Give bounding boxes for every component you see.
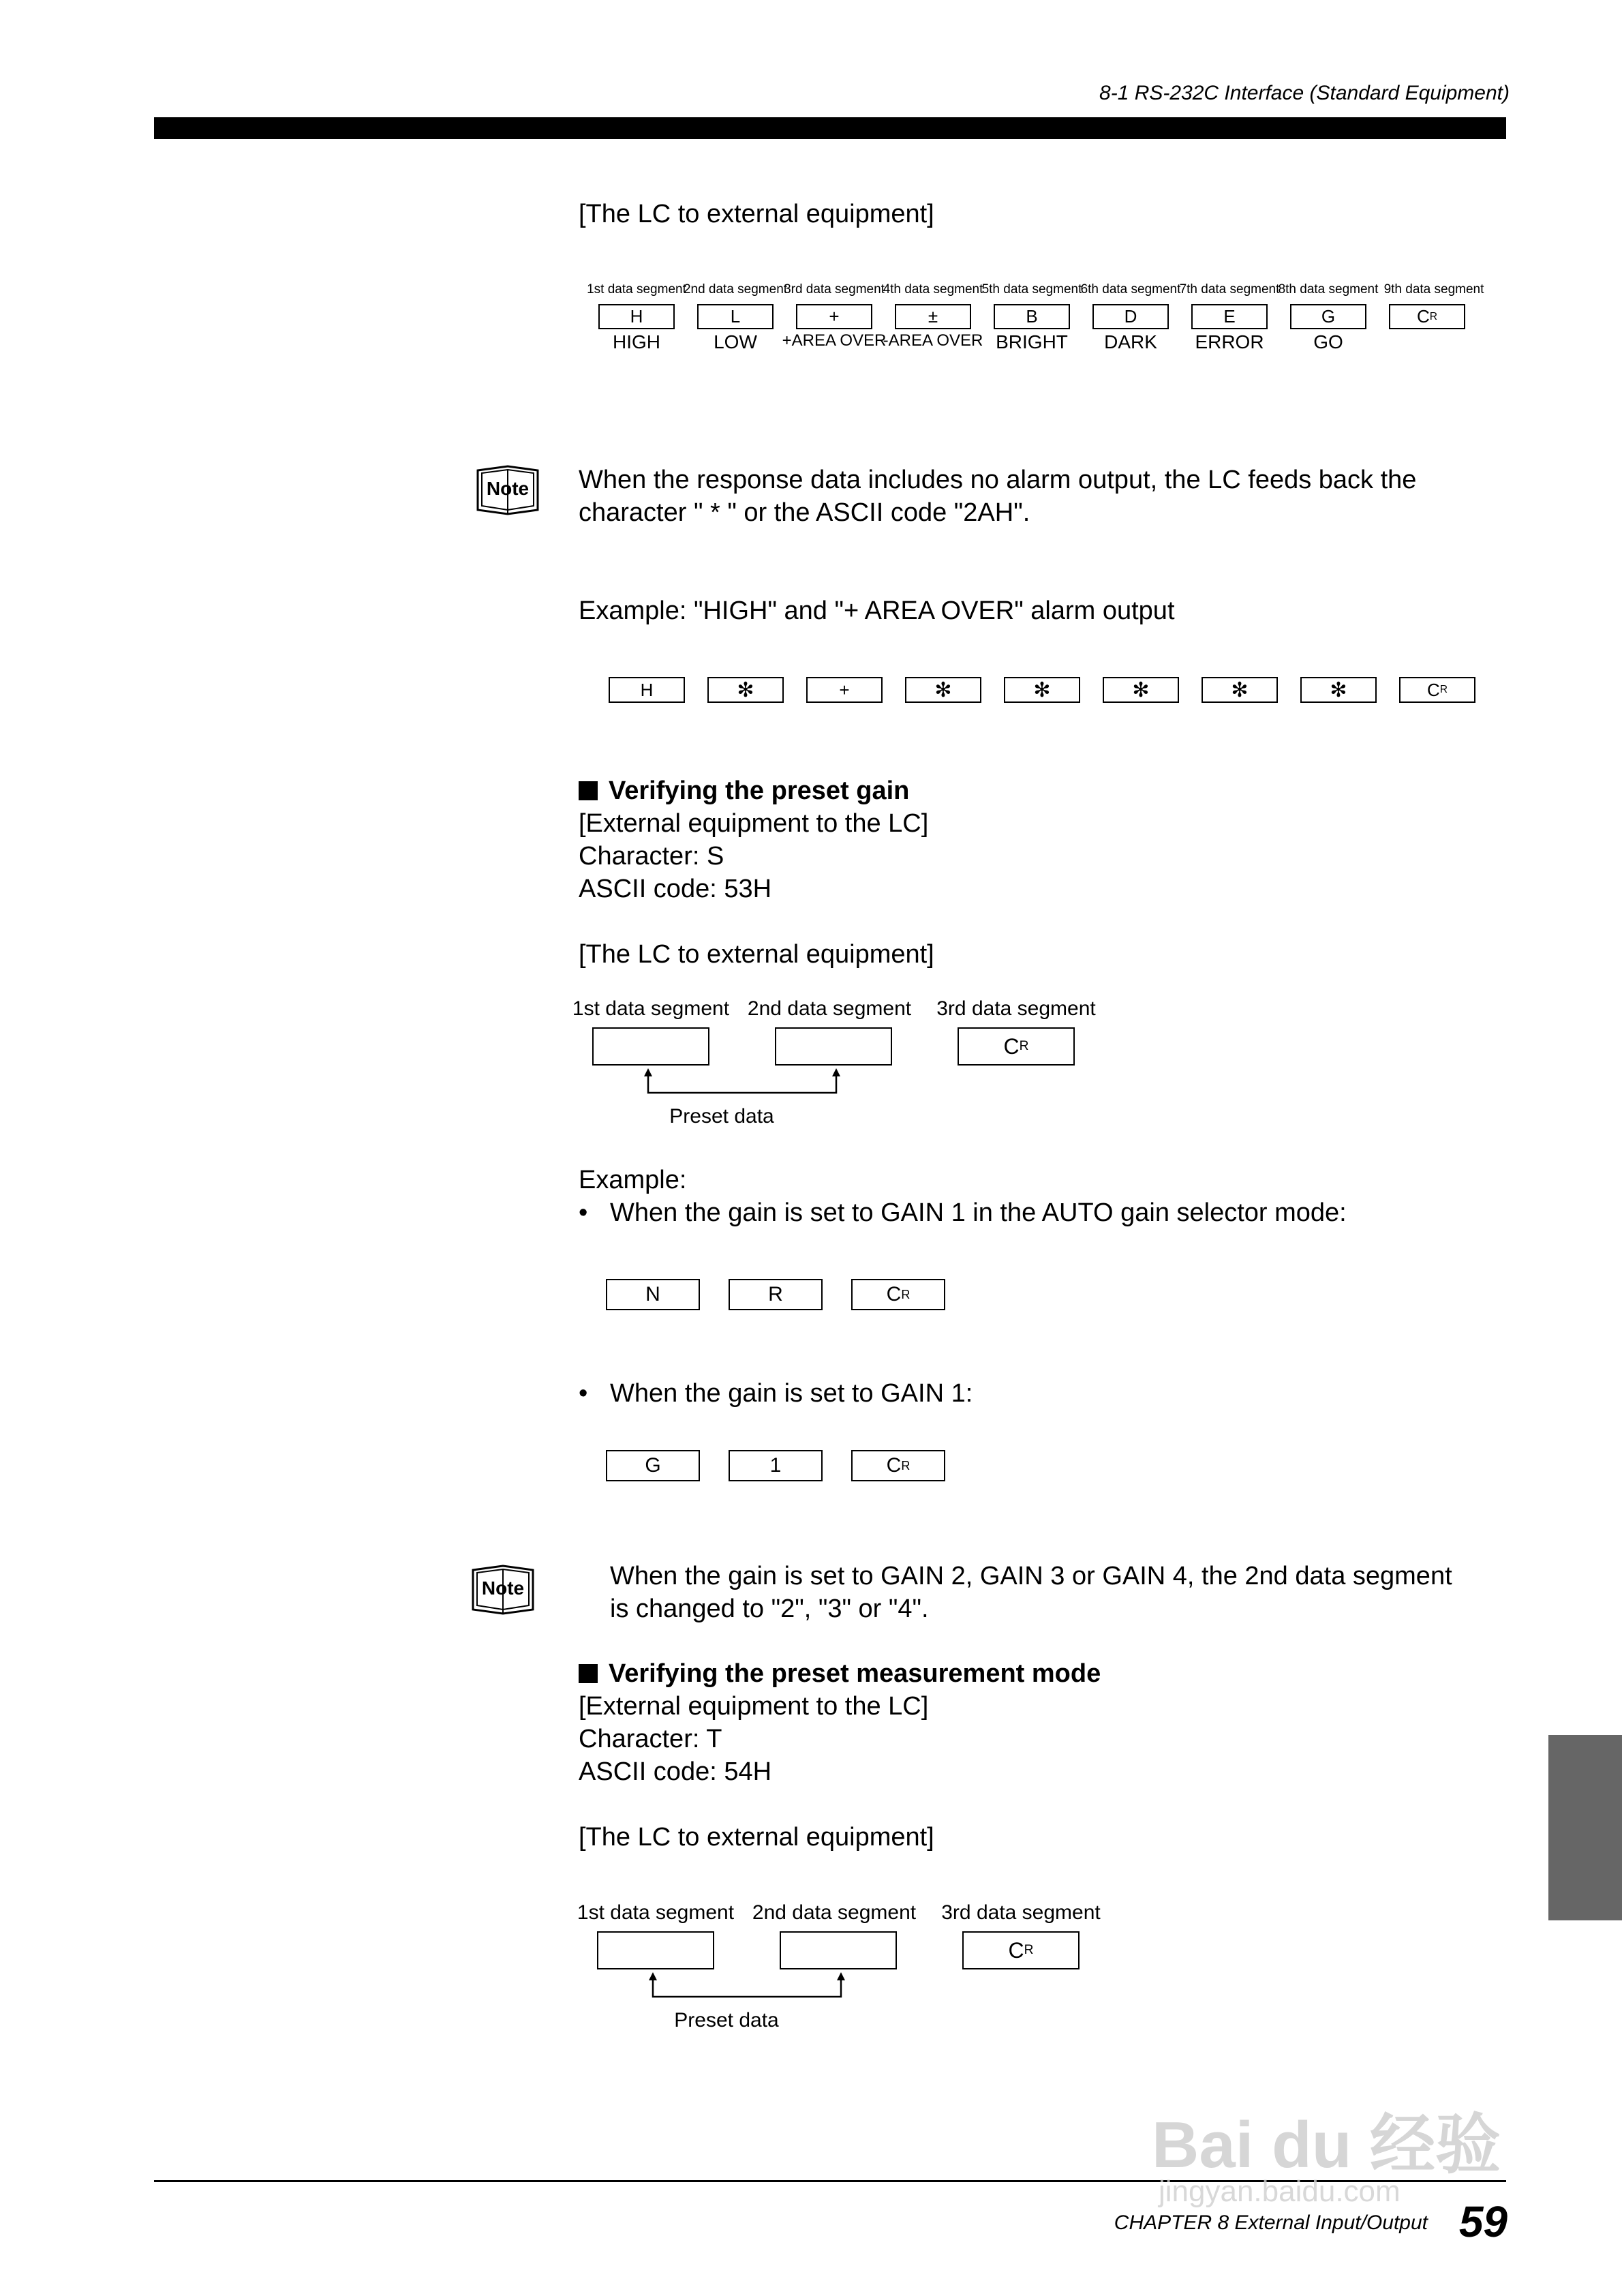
gain-example-cr: C R — [851, 1279, 945, 1310]
note1-line2: character " * " or the ASCII code "2AH". — [579, 498, 1030, 527]
gain-response-heading: [The LC to external equipment] — [579, 940, 934, 969]
segment-box: D — [1092, 304, 1169, 329]
segment-label: 1st data segment — [577, 1901, 735, 1924]
segment-box: H — [598, 304, 675, 329]
example-cell: ✻ — [905, 677, 981, 703]
segment-desc: +AREA OVER — [782, 331, 887, 350]
segment-label: 8th data segment — [1278, 282, 1379, 297]
example-cell-cr: C R — [1399, 677, 1475, 703]
header-rule — [154, 117, 1506, 139]
gain-character: Character: S — [579, 842, 724, 871]
segment-box: + — [796, 304, 872, 329]
segment-label: 3rd data segment — [941, 1901, 1101, 1924]
running-header: 8-1 RS-232C Interface (Standard Equipment) — [1099, 82, 1510, 104]
example-cell: ✻ — [1202, 677, 1278, 703]
note-book-icon — [470, 1563, 536, 1615]
gain-bullet2: When the gain is set to GAIN 1: — [610, 1379, 973, 1408]
footer-chapter: CHAPTER 8 External Input/Output — [1114, 2211, 1428, 2234]
mode-heading: Verifying the preset measurement mode — [579, 1657, 1101, 1690]
segment-box: C R — [1389, 304, 1465, 329]
segment-box: L — [697, 304, 774, 329]
preset-box-2 — [775, 1027, 892, 1066]
segment-desc: BRIGHT — [996, 331, 1068, 352]
gain-bullet1: When the gain is set to GAIN 1 in the AUTO gain selector mode: — [610, 1198, 1347, 1227]
segment-desc: HIGH — [613, 331, 660, 352]
segment-label: 3rd data segment — [784, 282, 885, 297]
gain-example-cr: C R — [851, 1450, 945, 1481]
example-cell: ✻ — [1004, 677, 1080, 703]
preset-data-label: Preset data — [674, 2009, 779, 2031]
section1-heading: [The LC to external equipment] — [579, 200, 934, 228]
segment-desc: GO — [1313, 331, 1343, 352]
preset-box-1 — [597, 1931, 714, 1969]
note-icon-label: Note — [486, 478, 530, 499]
segment-label: 1st data segment — [572, 997, 730, 1020]
segment-label: 6th data segment — [1080, 282, 1181, 297]
segment-label: 9th data segment — [1383, 282, 1484, 297]
watermark-logo: Bai du 经验 — [1152, 2109, 1501, 2181]
gain-example-cell: R — [729, 1279, 823, 1310]
arrow-up-icon — [644, 1068, 652, 1076]
arrow-up-icon — [832, 1068, 840, 1076]
segment-label: 5th data segment — [981, 282, 1082, 297]
segment-label: 3rd data segment — [936, 997, 1096, 1020]
note-book-icon — [475, 464, 540, 515]
watermark-url: jingyan.baidu.com — [1159, 2175, 1401, 2208]
segment-box: G — [1290, 304, 1366, 329]
note-icon-label: Note — [481, 1577, 525, 1599]
segment-box: B — [994, 304, 1070, 329]
cr-box: C R — [962, 1931, 1080, 1969]
segment-label: 1st data segment — [587, 282, 686, 297]
example-cell: H — [609, 677, 685, 703]
arrow-up-icon — [837, 1972, 845, 1980]
preset-box-1 — [592, 1027, 709, 1066]
segment-label: 2nd data segment — [747, 997, 912, 1020]
segment-desc: LOW — [714, 331, 757, 352]
gain-example-label: Example: — [579, 1166, 687, 1194]
gain-example-cell: 1 — [729, 1450, 823, 1481]
segment-box: E — [1191, 304, 1268, 329]
gain-example-cell: N — [606, 1279, 700, 1310]
preset-data-label: Preset data — [669, 1105, 774, 1128]
gain-ascii: ASCII code: 53H — [579, 875, 772, 903]
example1-text: Example: "HIGH" and "+ AREA OVER" alarm output — [579, 596, 1175, 625]
note1-line1: When the response data includes no alarm output, the LC feeds back the — [579, 466, 1417, 494]
mode-response-heading: [The LC to external equipment] — [579, 1823, 934, 1852]
segment-label: 4th data segment — [883, 282, 983, 297]
segment-desc: ERROR — [1195, 331, 1264, 352]
segment-desc: DARK — [1104, 331, 1157, 352]
example-cell: ✻ — [1103, 677, 1179, 703]
example-cell: ✻ — [707, 677, 784, 703]
arrow-up-icon — [649, 1972, 657, 1980]
note2-line2: is changed to "2", "3" or "4". — [610, 1595, 929, 1623]
square-bullet-icon — [579, 1664, 598, 1683]
segment-desc: -AREA OVER — [883, 331, 983, 350]
segment-box: ± — [895, 304, 971, 329]
mode-direction: [External equipment to the LC] — [579, 1692, 929, 1721]
example-cell: + — [806, 677, 883, 703]
segment-label: 7th data segment — [1179, 282, 1280, 297]
gain-example-cell: G — [606, 1450, 700, 1481]
segment-label: 2nd data segment — [752, 1901, 917, 1924]
page-number: 59 — [1458, 2197, 1508, 2246]
cr-box: C R — [958, 1027, 1075, 1066]
chapter-thumb-tab — [1548, 1735, 1622, 1920]
gain-direction: [External equipment to the LC] — [579, 809, 929, 838]
gain-heading: Verifying the preset gain — [579, 774, 909, 807]
mode-character: Character: T — [579, 1725, 722, 1753]
mode-ascii: ASCII code: 54H — [579, 1757, 772, 1786]
preset-box-2 — [780, 1931, 897, 1969]
segment-label: 2nd data segment — [683, 282, 788, 297]
note2-line1: When the gain is set to GAIN 2, GAIN 3 or GAIN 4, the 2nd data segment — [610, 1562, 1452, 1590]
example-cell: ✻ — [1300, 677, 1377, 703]
gain-bullet1-marker: • — [579, 1198, 588, 1227]
gain-bullet2-marker: • — [579, 1379, 588, 1408]
square-bullet-icon — [579, 781, 598, 800]
